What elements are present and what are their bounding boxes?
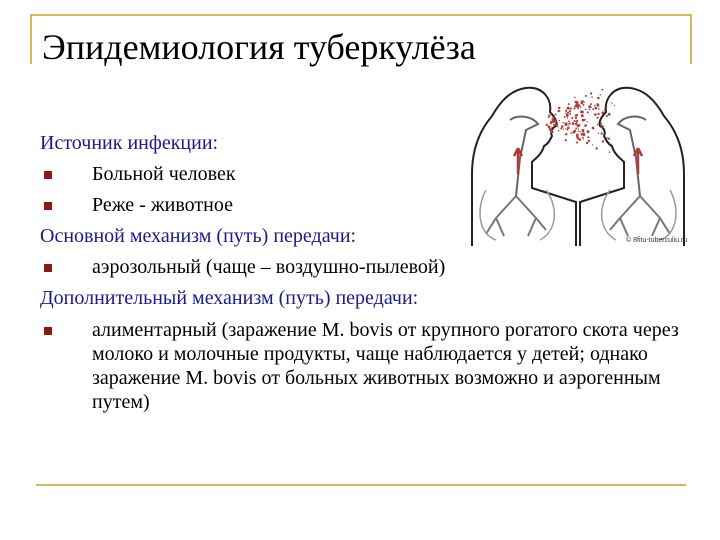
droplet	[590, 92, 592, 94]
droplet	[568, 122, 570, 124]
slide-frame-top	[30, 14, 692, 16]
droplet	[592, 108, 594, 110]
droplet	[565, 113, 567, 115]
droplet	[582, 119, 585, 122]
droplet	[568, 103, 570, 105]
droplet	[601, 111, 604, 114]
droplet	[551, 112, 552, 113]
droplet	[600, 94, 602, 96]
droplet	[574, 105, 576, 107]
droplet	[587, 111, 589, 113]
bullet-square-icon	[44, 264, 52, 272]
list-item-text: Реже - животное	[92, 194, 233, 216]
droplet	[565, 110, 566, 111]
droplet	[575, 117, 577, 119]
droplet	[585, 95, 587, 97]
droplet	[594, 113, 597, 116]
slide-body	[40, 128, 690, 414]
droplet	[598, 108, 599, 109]
droplet	[597, 117, 599, 119]
droplet	[548, 114, 550, 116]
list-item-text: алиментарный (заражение M. bovis от крупного рогатого скота через молоко и молочные продукты, чаще наблюдается у детей; однако заражение M. bovis от больных животных возможно и аэрогенным путем)	[92, 319, 679, 413]
droplet	[580, 107, 581, 108]
droplet	[567, 112, 569, 114]
droplet	[601, 89, 603, 91]
droplet	[572, 122, 575, 125]
droplet	[584, 124, 587, 127]
illustration-copyright: © 8fitu-tuberculiu.ru	[626, 237, 688, 244]
list-item	[40, 159, 690, 190]
droplet	[577, 101, 579, 103]
droplet	[581, 111, 584, 114]
droplet	[606, 115, 608, 117]
droplet	[585, 109, 587, 111]
droplet	[554, 119, 557, 122]
bullet-square-icon	[44, 171, 52, 179]
droplet	[555, 124, 557, 126]
droplet	[568, 120, 570, 122]
droplet	[608, 113, 611, 116]
droplet	[559, 110, 561, 112]
droplet	[576, 120, 578, 122]
bullet-square-icon	[44, 202, 52, 210]
droplet	[581, 100, 584, 103]
droplet	[564, 116, 565, 117]
droplet	[575, 101, 577, 103]
droplet	[569, 113, 571, 115]
droplet	[604, 110, 606, 112]
droplet	[600, 123, 602, 125]
droplet	[576, 114, 579, 117]
list-item	[40, 252, 690, 283]
slide-frame-left	[30, 14, 32, 64]
droplet	[569, 107, 571, 109]
droplet	[585, 119, 586, 120]
droplet	[574, 120, 576, 122]
list-item	[40, 190, 690, 221]
list-item-text: Больной человек	[92, 163, 236, 185]
droplet	[555, 114, 557, 116]
droplet	[569, 110, 571, 112]
droplet	[582, 104, 584, 106]
list-item-text: аэрозольный (чаще – воздушно-пылевой)	[92, 256, 446, 278]
slide-frame-right	[690, 14, 692, 64]
droplet	[597, 104, 600, 107]
list-item	[40, 318, 690, 414]
main-route-heading: Основной механизм (путь) передачи:	[40, 225, 357, 247]
droplet	[577, 124, 580, 127]
extra-route-heading: Дополнительный механизм (путь) передачи:	[40, 287, 419, 309]
droplet	[589, 108, 591, 110]
slide-frame-bottom	[36, 484, 686, 486]
droplet	[591, 96, 593, 98]
bullet-square-icon	[44, 327, 52, 335]
droplet	[565, 124, 567, 126]
droplet	[614, 105, 615, 106]
droplet	[594, 105, 596, 107]
droplet	[587, 121, 588, 122]
droplet	[573, 108, 575, 110]
droplet	[611, 102, 613, 104]
droplet	[558, 107, 561, 110]
source-heading: Источник инфекции:	[40, 132, 219, 154]
droplet	[588, 105, 591, 108]
droplet	[590, 103, 592, 105]
droplet	[567, 117, 568, 118]
droplet	[562, 122, 564, 124]
droplet	[552, 116, 554, 118]
droplet	[584, 102, 585, 103]
droplet	[566, 114, 569, 117]
droplet	[577, 107, 579, 109]
droplet	[595, 107, 596, 108]
droplet	[559, 120, 561, 122]
slide-title: Эпидемиология туберкулёза	[42, 27, 476, 67]
droplet	[546, 124, 548, 126]
droplet	[571, 117, 573, 119]
droplet	[567, 107, 570, 110]
droplet	[574, 97, 576, 99]
droplet	[597, 113, 599, 115]
droplet	[597, 124, 598, 125]
droplet	[581, 114, 584, 117]
droplet	[551, 122, 553, 124]
droplet	[568, 125, 569, 126]
droplet	[597, 97, 600, 100]
